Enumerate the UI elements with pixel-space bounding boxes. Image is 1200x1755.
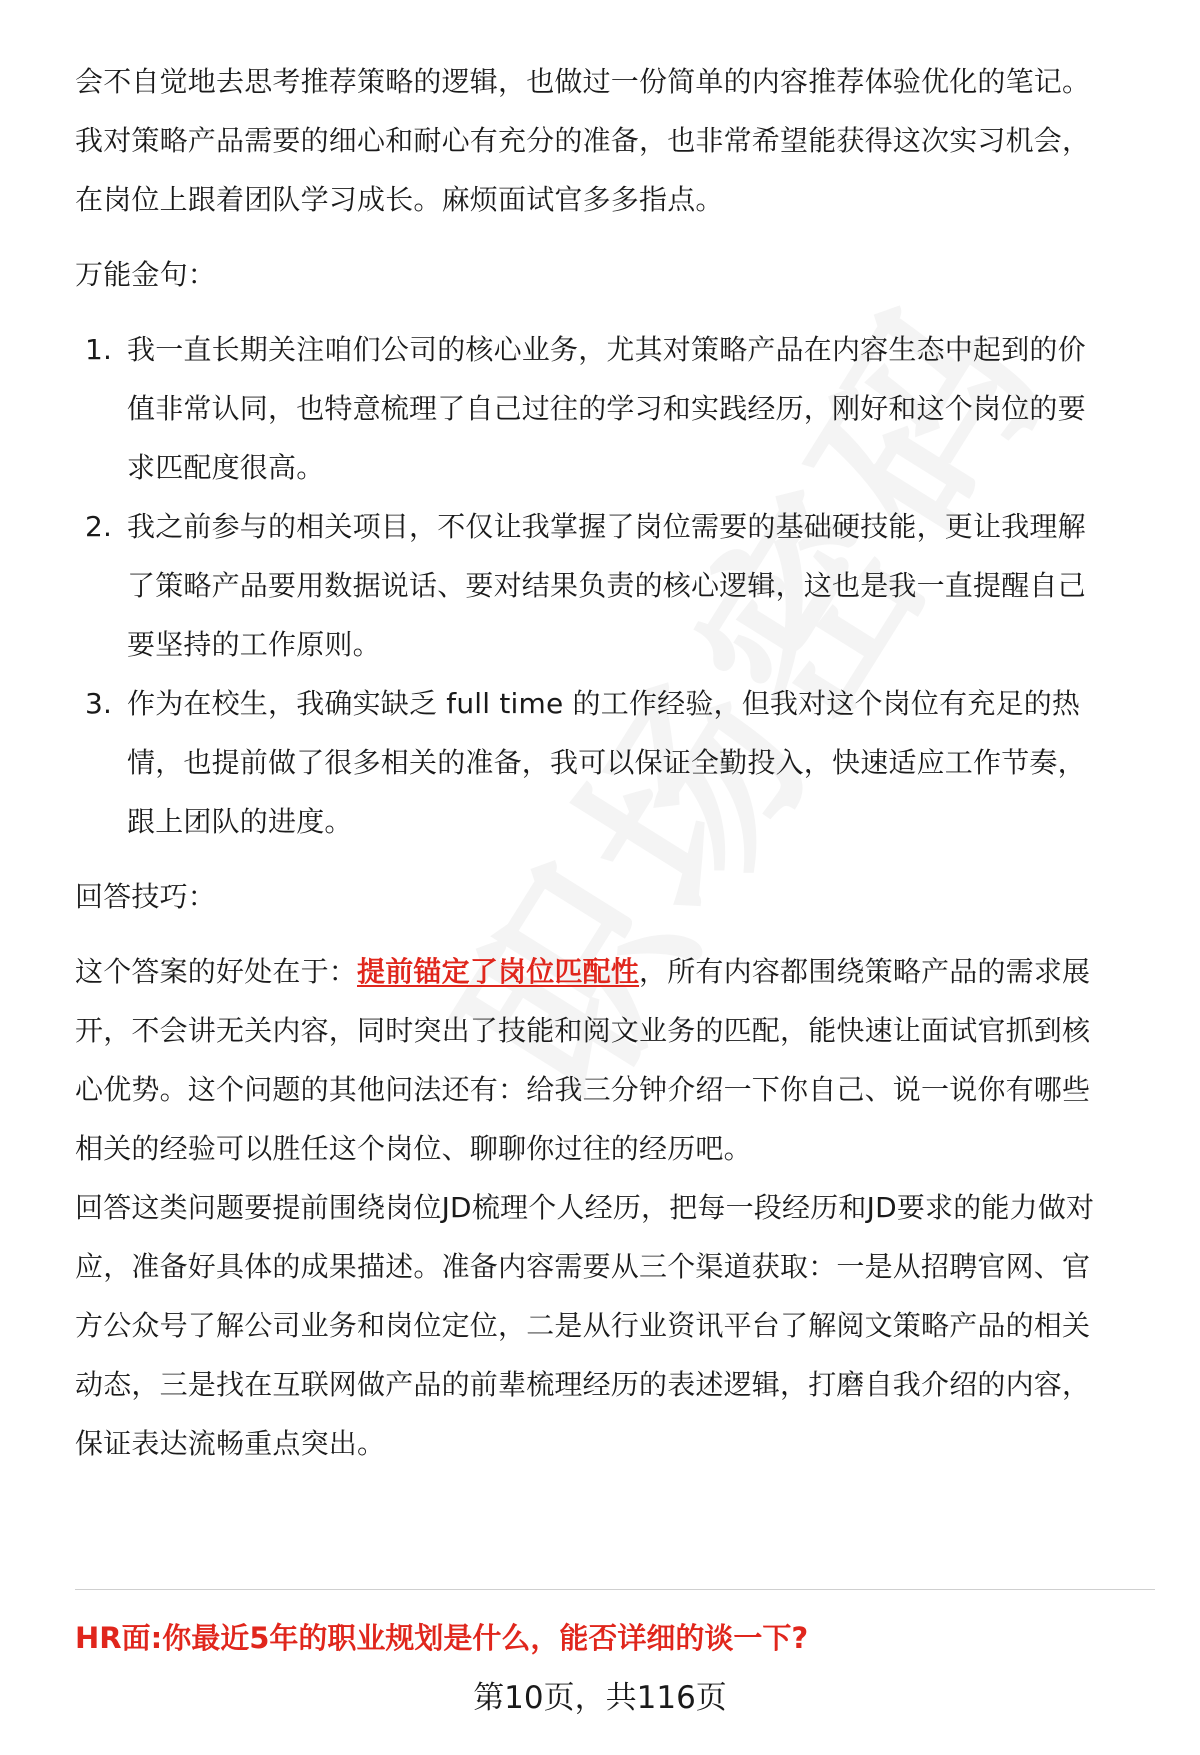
list-item-line: 跟上团队的进度。 — [127, 805, 353, 838]
tips-line: 应，准备好具体的成果描述。准备内容需要从三个渠道获取：一是从招聘官网、官 — [75, 1250, 1091, 1283]
list-item-line: 求匹配度很高。 — [127, 451, 325, 484]
page-number: 第10页，共116页 — [473, 1680, 727, 1716]
list-item-number: 1. — [85, 333, 113, 366]
tips-paragraph — [75, 942, 1155, 1473]
list-item-line: 作为在校生，我确实缺乏 full time 的工作经验，但我对这个岗位有充足的热 — [127, 687, 1081, 720]
divider — [75, 1589, 1155, 1590]
list-item-line: 我之前参与的相关项目，不仅让我掌握了岗位需要的基础硬技能，更让我理解 — [127, 510, 1086, 543]
list-item-line: 我一直长期关注咱们公司的核心业务，尤其对策略产品在内容生态中起到的价 — [127, 333, 1086, 366]
intro-line: 我对策略产品需要的细心和耐心有充分的准备，也非常希望能获得这次实习机会， — [75, 124, 1091, 157]
next-question-heading: HR面:你最近5年的职业规划是什么，能否详细的谈一下? — [75, 1621, 809, 1655]
list-item — [75, 497, 1155, 674]
tips-heading: 回答技巧： — [75, 880, 217, 913]
list-item-line: 情，也提前做了很多相关的准备，我可以保证全勤投入，快速适应工作节奏， — [127, 746, 1086, 779]
tips-line: 相关的经验可以胜任这个岗位、聊聊你过往的经历吧。 — [75, 1132, 752, 1165]
highlight-text: 提前锚定了岗位匹配性 — [357, 955, 640, 988]
list-item-line: 要坚持的工作原则。 — [127, 628, 381, 661]
intro-line: 在岗位上跟着团队学习成长。麻烦面试官多多指点。 — [75, 183, 724, 216]
list-item — [75, 674, 1155, 851]
intro-paragraph — [75, 52, 1155, 229]
tips-line: 保证表达流畅重点突出。 — [75, 1427, 386, 1460]
tips-line: 开，不会讲无关内容，同时突出了技能和阅文业务的匹配，能快速让面试官抓到核 — [75, 1014, 1091, 1047]
tips-line — [75, 942, 1155, 1001]
tips-line: 回答这类问题要提前围绕岗位JD梳理个人经历，把每一段经历和JD要求的能力做对 — [75, 1191, 1095, 1224]
list-item-number: 3. — [85, 687, 113, 720]
tips-line: 心优势。这个问题的其他问法还有：给我三分钟介绍一下你自己、说一说你有哪些 — [75, 1073, 1091, 1106]
tips-line-suffix: ，所有内容都围绕策略产品的需求展 — [639, 955, 1091, 988]
list-item — [75, 320, 1155, 497]
golden-sentences-list — [75, 320, 1155, 851]
golden-sentences-heading: 万能金句： — [75, 258, 217, 291]
intro-line: 会不自觉地去思考推荐策略的逻辑，也做过一份简单的内容推荐体验优化的笔记。 — [75, 65, 1091, 98]
page-content — [75, 52, 1155, 1473]
list-item-line: 了策略产品要用数据说话、要对结果负责的核心逻辑，这也是我一直提醒自己 — [127, 569, 1086, 602]
list-item-line: 值非常认同，也特意梳理了自己过往的学习和实践经历，刚好和这个岗位的要 — [127, 392, 1086, 425]
tips-line: 动态，三是找在互联网做产品的前辈梳理经历的表述逻辑，打磨自我介绍的内容， — [75, 1368, 1091, 1401]
tips-line: 方公众号了解公司业务和岗位定位，二是从行业资讯平台了解阅文策略产品的相关 — [75, 1309, 1091, 1342]
tips-line-prefix: 这个答案的好处在于： — [75, 955, 358, 988]
list-item-number: 2. — [85, 510, 113, 543]
